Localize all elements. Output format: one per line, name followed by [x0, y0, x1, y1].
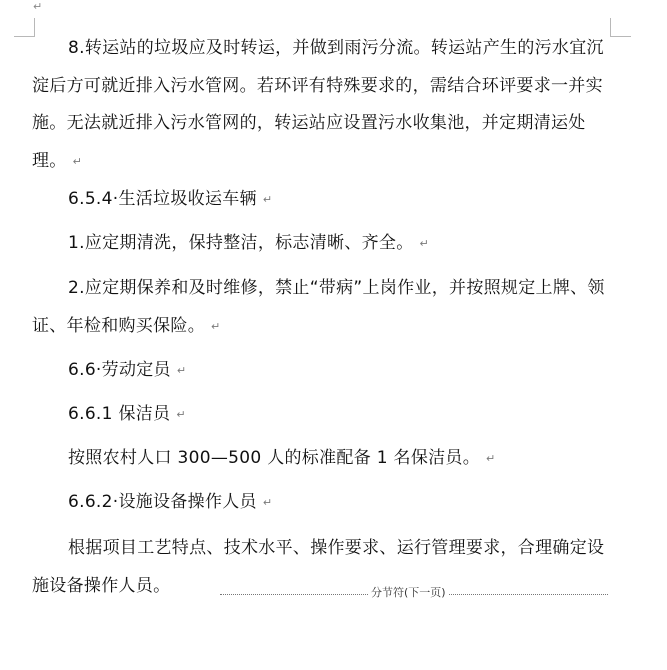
paragraph-mark-icon: ↵: [419, 237, 430, 250]
heading-6-5-4[interactable]: 6.5.4·生活垃圾收运车辆 ↵: [68, 189, 273, 209]
paragraph-mark-icon: ↵: [33, 0, 43, 13]
paragraph-mark-icon: ↵: [72, 154, 83, 168]
section-break-label: 分节符(下一页): [368, 584, 449, 600]
heading-6-6-2[interactable]: 6.6.2·设施设备操作人员 ↵: [68, 492, 273, 512]
page-corner-mark-top-right: [610, 18, 631, 37]
paragraph-item-2[interactable]: 2.应定期保养和及时维修，禁止“带病”上岗作业，并按照规定上牌、领证、年检和购买保险。 ↵: [32, 278, 605, 336]
paragraph-item-1[interactable]: 1.应定期清洗，保持整洁，标志清晰、齐全。 ↵: [68, 233, 430, 253]
heading-6-6-1[interactable]: 6.6.1 保洁员 ↵: [68, 404, 186, 424]
paragraph-operators[interactable]: 根据项目工艺特点、技术水平、操作要求、运行管理要求，合理确定设施设备操作人员。: [32, 538, 605, 596]
section-break-next-page: [220, 582, 608, 602]
paragraph-mark-icon: ↵: [486, 452, 496, 465]
paragraph-transfer-station[interactable]: 8.转运站的垃圾应及时转运，并做到雨污分流。转运站产生的污水宜沉淀后方可就近排入污水管网。若环评有特殊要求的，需结合环评要求一并实施。无法就近排入污水管网的，转运站应设置污水收集池，并定期清运处理。 ↵: [32, 38, 604, 171]
paragraph-mark-icon: ↵: [262, 496, 273, 509]
paragraph-mark-icon: ↵: [262, 193, 273, 206]
paragraph-mark-icon: ↵: [211, 319, 221, 333]
paragraph-mark-icon: ↵: [176, 408, 186, 421]
paragraph-mark-icon: ↵: [176, 364, 187, 377]
heading-6-6[interactable]: 6.6·劳动定员 ↵: [68, 360, 187, 380]
paragraph-cleaner-staffing[interactable]: 按照农村人口 300—500 人的标准配备 1 名保洁员。 ↵: [68, 448, 496, 468]
